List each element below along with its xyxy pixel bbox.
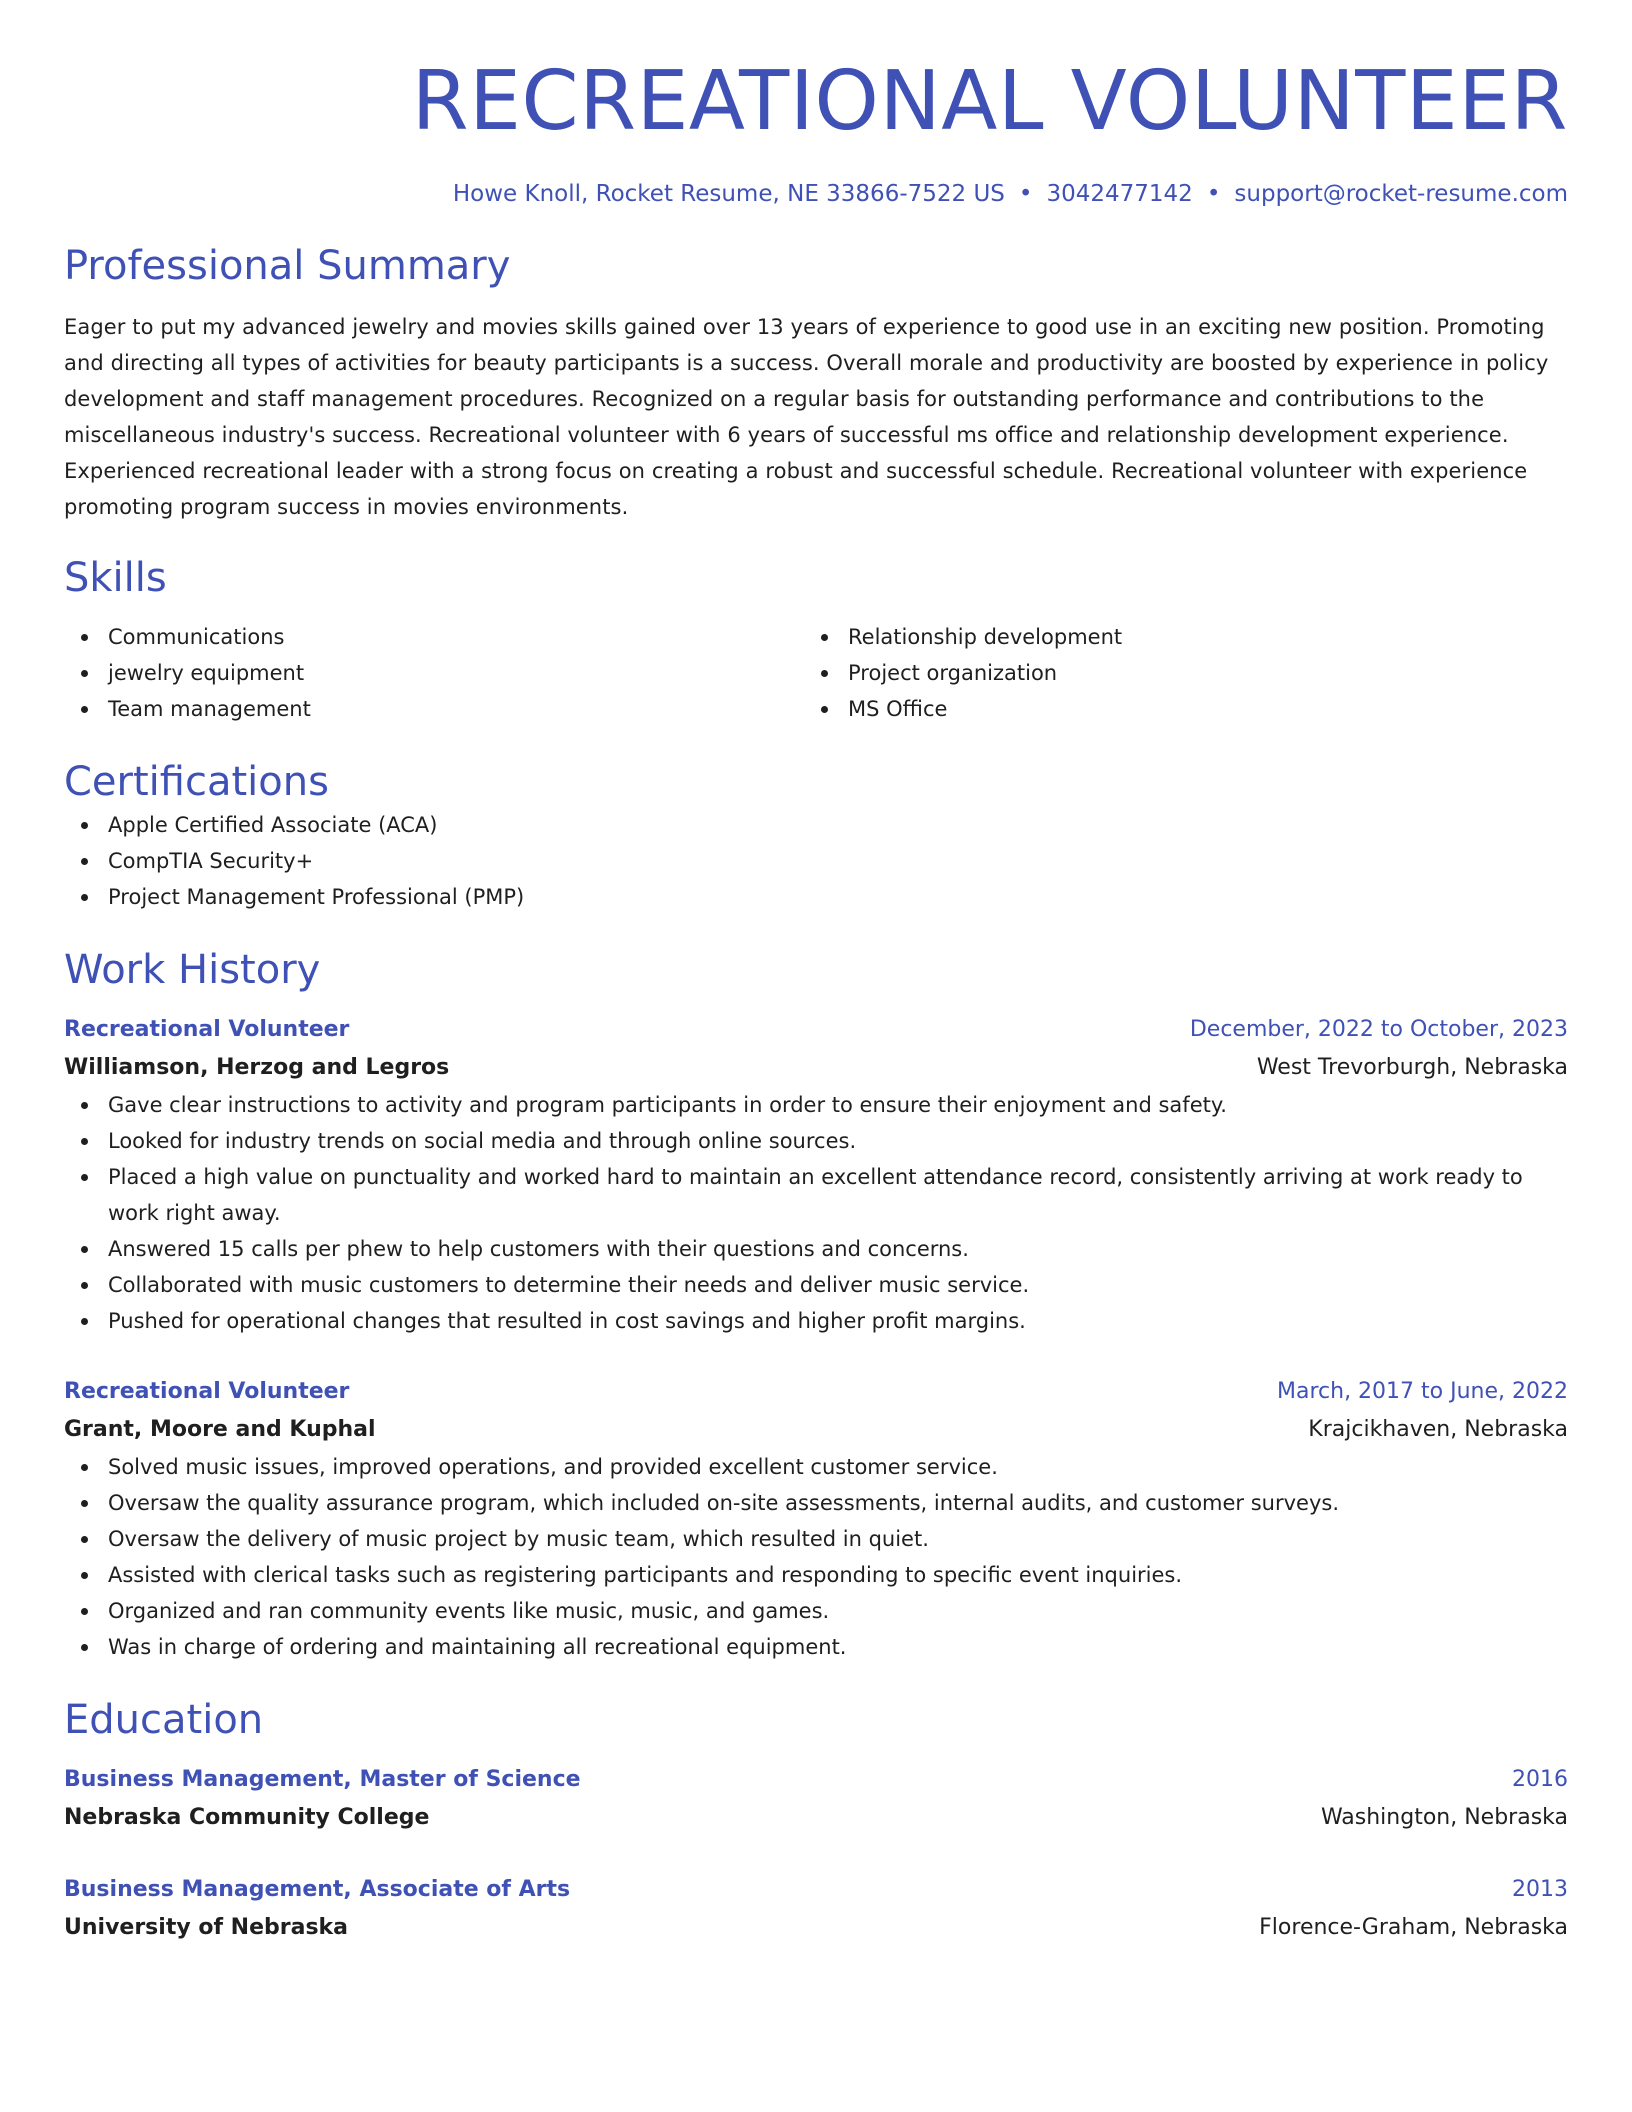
job-dates: December, 2022 to October, 2023 — [1189, 1017, 1568, 1042]
job-entry — [64, 1373, 1568, 1665]
skill-item: Team management — [64, 691, 804, 727]
job-subheader — [64, 1049, 1568, 1087]
education-school: University of Nebraska — [64, 1915, 349, 1940]
skills-list — [64, 619, 1568, 727]
job-header — [64, 1011, 1568, 1049]
education-header — [64, 1871, 1568, 1909]
job-duty: Looked for industry trends on social media and through online sources. — [64, 1123, 1568, 1159]
summary-text: Eager to put my advanced jewelry and movies skills gained over 13 years of experience to good use in an exciting new position. Promoting and directing all types of activities for beauty participants is a success. Overall morale and productivity are boosted by experience in policy development and staff management procedures. Recognized on a regular basis for outstanding performance and contributions to the miscellaneous industry's success. Recreational volunteer with 6 years of successful ms office and relationship development experience. Experienced recreational leader with a strong focus on creating a robust and successful schedule. Recreational volunteer with experience promoting program success in movies environments. — [64, 315, 1549, 519]
contact-email[interactable]: support@rocket-resume.com — [1234, 181, 1568, 207]
job-duties-list — [64, 1449, 1568, 1665]
education-degree: Business Management, Master of Science — [64, 1767, 581, 1792]
job-duty: Gave clear instructions to activity and program participants in order to ensure their enjoyment and safety. — [64, 1087, 1568, 1123]
job-company: Grant, Moore and Kuphal — [64, 1417, 376, 1442]
job-duty: Placed a high value on punctuality and worked hard to maintain an excellent attendance record, consistently arriving at work ready to work right away. — [64, 1159, 1568, 1231]
job-duty: Organized and ran community events like music, music, and games. — [64, 1593, 1568, 1629]
job-entry — [64, 1011, 1568, 1339]
contact-separator: • — [1018, 181, 1033, 207]
skills-heading: Skills — [64, 555, 167, 601]
education-year: 2013 — [1512, 1877, 1568, 1902]
skill-item: Communications — [64, 619, 804, 655]
contact-address: Howe Knoll, Rocket Resume, NE 33866-7522 US — [452, 181, 1005, 207]
certification-item: Project Management Professional (PMP) — [64, 879, 1568, 915]
job-dates: March, 2017 to June, 2022 — [1277, 1379, 1568, 1404]
job-duties-list — [64, 1087, 1568, 1339]
contact-phone[interactable]: 3042477142 — [1046, 181, 1193, 207]
education-location: Washington, Nebraska — [1320, 1805, 1568, 1830]
contact-line — [64, 179, 1568, 209]
skills-column-right — [804, 619, 1568, 727]
education-location: Florence-Graham, Nebraska — [1259, 1915, 1568, 1940]
job-duty: Solved music issues, improved operations, and provided excellent customer service. — [64, 1449, 1568, 1485]
job-location: Krajcikhaven, Nebraska — [1308, 1417, 1568, 1442]
job-duty: Was in charge of ordering and maintaining all recreational equipment. — [64, 1629, 1568, 1665]
job-location: West Trevorburgh, Nebraska — [1256, 1055, 1568, 1080]
skill-item: jewelry equipment — [64, 655, 804, 691]
skills-column-left — [64, 619, 804, 727]
education-entry — [64, 1871, 1568, 1947]
certification-item: CompTIA Security+ — [64, 843, 1568, 879]
certifications-heading: Certifications — [64, 759, 329, 805]
job-title: Recreational Volunteer — [64, 1379, 350, 1404]
certifications-list — [64, 807, 1568, 915]
job-subheader — [64, 1411, 1568, 1449]
certification-item: Apple Certified Associate (ACA) — [64, 807, 1568, 843]
education-subheader — [64, 1799, 1568, 1837]
skill-item: MS Office — [804, 691, 1568, 727]
job-duty: Oversaw the delivery of music project by music team, which resulted in quiet. — [64, 1521, 1568, 1557]
job-duty: Pushed for operational changes that resulted in cost savings and higher profit margins. — [64, 1303, 1568, 1339]
job-title: Recreational Volunteer — [64, 1017, 350, 1042]
job-duty: Oversaw the quality assurance program, which included on-site assessments, internal audits, and customer surveys. — [64, 1485, 1568, 1521]
candidate-name: RECREATIONAL VOLUNTEER — [411, 54, 1568, 149]
education-year: 2016 — [1512, 1767, 1568, 1792]
contact-separator: • — [1206, 181, 1221, 207]
education-subheader — [64, 1909, 1568, 1947]
summary-heading: Professional Summary — [64, 243, 511, 289]
job-header — [64, 1373, 1568, 1411]
work-history-heading: Work History — [64, 947, 321, 993]
job-duty: Collaborated with music customers to determine their needs and deliver music service. — [64, 1267, 1568, 1303]
skill-item: Project organization — [804, 655, 1568, 691]
job-duty: Answered 15 calls per phew to help customers with their questions and concerns. — [64, 1231, 1568, 1267]
education-school: Nebraska Community College — [64, 1805, 430, 1830]
job-company: Williamson, Herzog and Legros — [64, 1055, 450, 1080]
skill-item: Relationship development — [804, 619, 1568, 655]
education-header — [64, 1761, 1568, 1799]
education-heading: Education — [64, 1697, 264, 1743]
job-duty: Assisted with clerical tasks such as registering participants and responding to specific event inquiries. — [64, 1557, 1568, 1593]
education-degree: Business Management, Associate of Arts — [64, 1877, 571, 1902]
education-entry — [64, 1761, 1568, 1837]
